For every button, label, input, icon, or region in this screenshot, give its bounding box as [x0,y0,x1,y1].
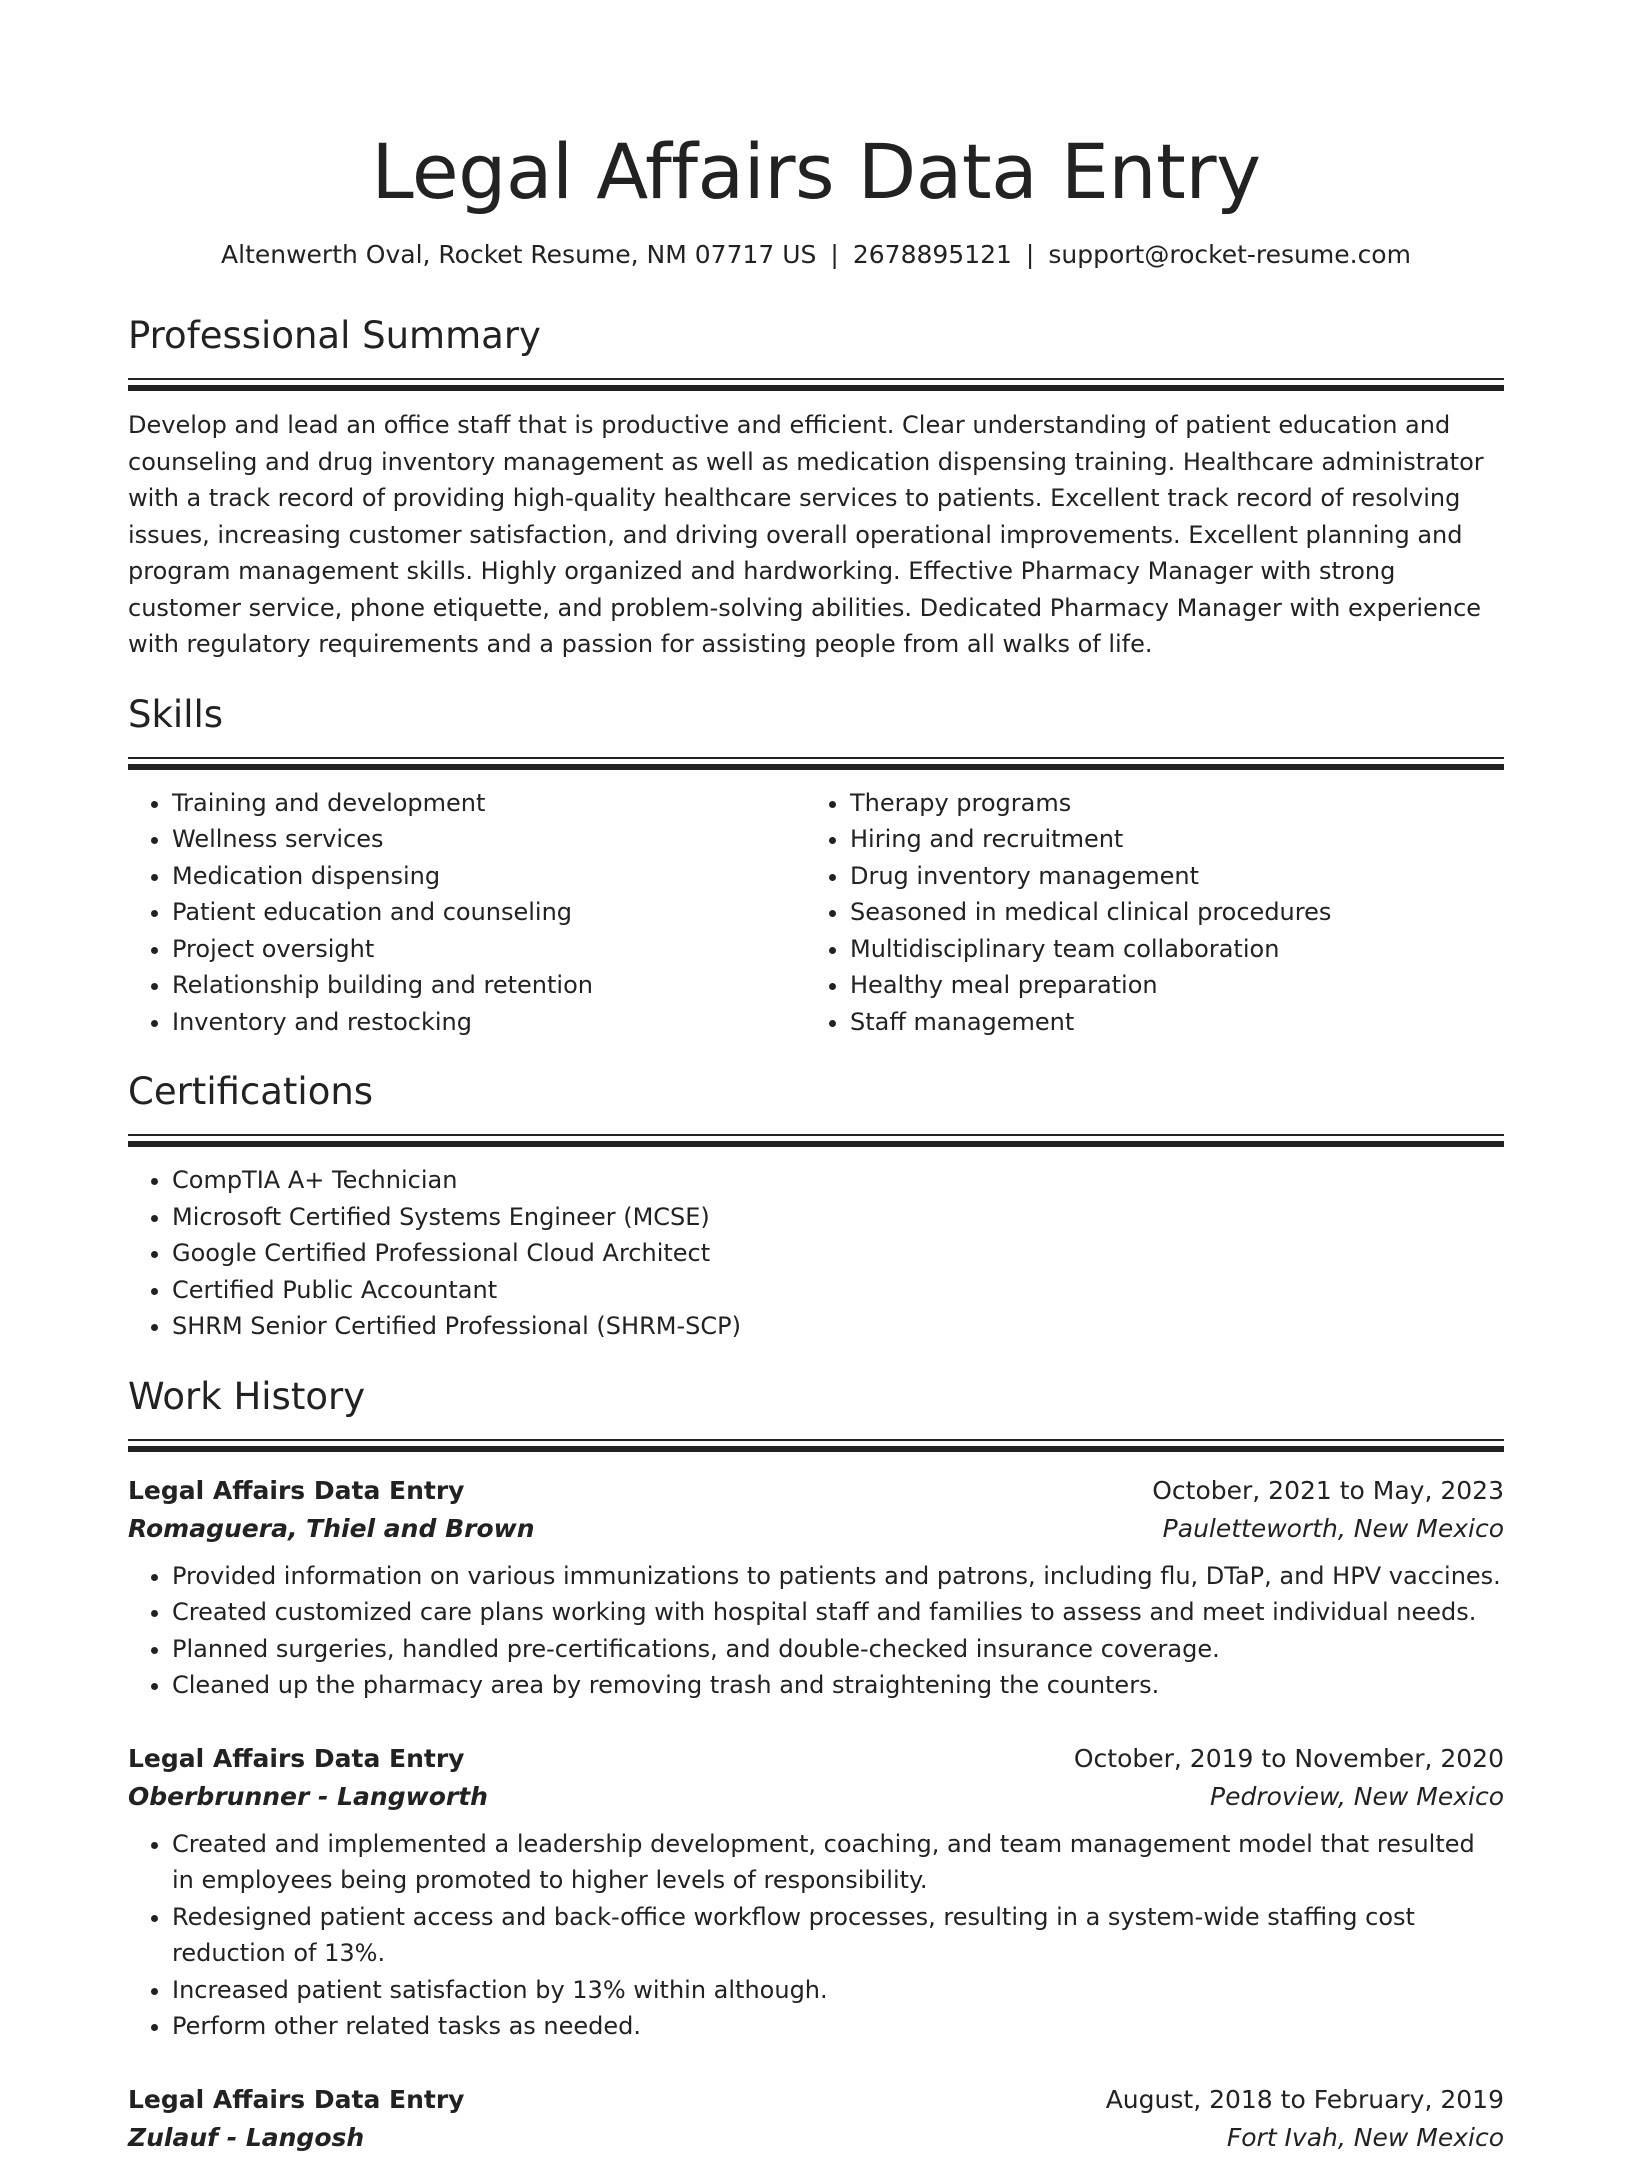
skills-list-left [128,785,806,1041]
job-header-row [128,2081,1504,2119]
skills-section [128,691,1504,1041]
skill-item: • Drug inventory management [850,858,1484,895]
section-divider [128,757,1504,770]
job-dates: October, 2019 to November, 2020 [1073,1743,1504,1773]
skills-columns [128,785,1504,1041]
certification-item: • CompTIA A+ Technician [172,1162,1504,1199]
job-bullet: • Perform other related tasks as needed. [172,2008,1504,2045]
section-title-skills: Skills [128,692,224,736]
job-title: Legal Affairs Data Entry [128,1475,465,1505]
job-entry [128,2081,1504,2157]
section-divider [128,378,1504,391]
certification-item: • Google Certified Professional Cloud Architect [172,1235,1504,1272]
job-location: Pedroview, New Mexico [1210,1781,1504,1811]
job-entry [128,1472,1504,1704]
skill-item: • Training and development [172,785,806,822]
candidate-name: Legal Affairs Data Entry [371,127,1261,216]
job-bullet: • Created customized care plans working with hospital staff and families to assess and meet individual needs. [172,1594,1504,1631]
job-bullets [128,1558,1504,1704]
certification-item: • Microsoft Certified Systems Engineer (MCSE) [172,1199,1504,1236]
job-bullets [128,1826,1504,2045]
skill-item: • Seasoned in medical clinical procedures [850,894,1484,931]
certification-item: • SHRM Senior Certified Professional (SHRM-SCP) [172,1308,1504,1345]
skills-list-right [806,785,1484,1041]
job-title: Legal Affairs Data Entry [128,2084,465,2114]
contact-separator: | [830,240,839,269]
job-bullet: • Planned surgeries, handled pre-certifications, and double-checked insurance coverage. [172,1631,1504,1668]
contact-phone: 2678895121 [852,240,1012,269]
job-company: Oberbrunner - Langworth [128,1781,488,1811]
summary-text: Develop and lead an office staff that is productive and efficient. Clear understanding of patient education and counseling and drug inventory management as well as medication dispensing training. Healthcare administrator with a track record of providing high-quality healthcare services to patients. Excellent track record of resolving issues, increasing customer satisfaction, and driving overall operational improvements. Excellent planning and program management skills. Highly organized and hardworking. Effective Pharmacy Manager with strong customer service, phone etiquette, and problem-solving abilities. Dedicated Pharmacy Manager with experience with regulatory requirements and a passion for assisting people from all walks of life. [128,411,1484,658]
contact-address: Altenwerth Oval, Rocket Resume, NM 07717 US [221,240,817,269]
section-title-summary: Professional Summary [128,314,541,357]
job-location: Fort Ivah, New Mexico [1226,2122,1504,2152]
job-bullet: • Provided information on various immunizations to patients and patrons, including flu, DTaP, and HPV vaccines. [172,1558,1504,1595]
skill-item: • Relationship building and retention [172,967,806,1004]
skill-item: • Multidisciplinary team collaboration [850,931,1484,968]
summary-section [128,312,1504,663]
job-company-row [128,2119,1504,2157]
job-bullet: • Redesigned patient access and back-office workflow processes, resulting in a system-wide staffing cost reduction of 13%. [172,1899,1504,1972]
job-dates: August, 2018 to February, 2019 [1105,2084,1504,2114]
skill-item: • Healthy meal preparation [850,967,1484,1004]
section-divider [128,1134,1504,1147]
skill-item: • Patient education and counseling [172,894,806,931]
skill-item: • Wellness services [172,821,806,858]
job-company: Romaguera, Thiel and Brown [128,1513,535,1543]
job-location: Pauletteworth, New Mexico [1162,1513,1504,1543]
skill-item: • Hiring and recruitment [850,821,1484,858]
skill-item: • Project oversight [172,931,806,968]
skill-item: • Therapy programs [850,785,1484,822]
job-bullet: • Created and implemented a leadership development, coaching, and team management model that resulted in employees being promoted to higher levels of responsibility. [172,1826,1504,1899]
skill-item: • Staff management [850,1004,1484,1041]
job-entry [128,1740,1504,2045]
work-history-section [128,1373,1504,2157]
skill-item: • Medication dispensing [172,858,806,895]
section-divider [128,1439,1504,1452]
job-header-row [128,1472,1504,1510]
contact-separator: | [1025,240,1035,269]
job-title: Legal Affairs Data Entry [128,1743,465,1773]
contact-line [128,238,1504,272]
section-title-certifications: Certifications [128,1070,374,1113]
job-company-row [128,1510,1504,1548]
certifications-list [128,1162,1504,1345]
resume-page [128,0,1504,2157]
job-bullet: • Increased patient satisfaction by 13% within although. [172,1972,1504,2009]
job-dates: October, 2021 to May, 2023 [1152,1475,1504,1505]
section-title-work-history: Work History [128,1374,366,1418]
job-bullet: • Cleaned up the pharmacy area by removing trash and straightening the counters. [172,1667,1504,1704]
job-company-row [128,1778,1504,1816]
job-header-row [128,1740,1504,1778]
job-company: Zulauf - Langosh [128,2122,365,2152]
certification-item: • Certified Public Accountant [172,1272,1504,1309]
contact-email: support@rocket-resume.com [1048,240,1411,269]
certifications-section [128,1068,1504,1345]
skill-item: • Inventory and restocking [172,1004,806,1041]
